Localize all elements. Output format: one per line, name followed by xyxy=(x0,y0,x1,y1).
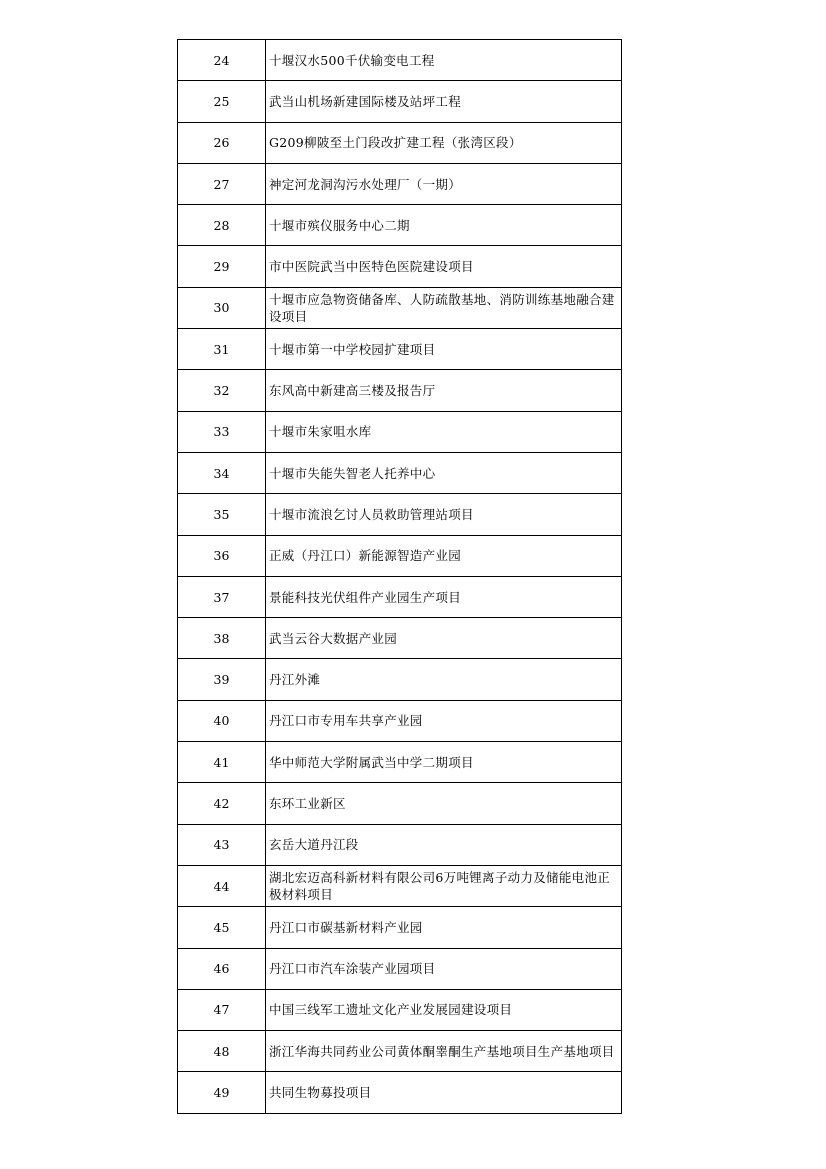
row-number-cell: 36 xyxy=(178,535,266,576)
row-number-cell: 42 xyxy=(178,783,266,824)
project-name-cell: 湖北宏迈高科新材料有限公司6万吨锂离子动力及储能电池正极材料项目 xyxy=(266,865,622,906)
project-name-cell: 神定河龙洞沟污水处理厂（一期） xyxy=(266,163,622,204)
table-row xyxy=(178,411,622,452)
project-name-cell: 十堰市失能失智老人托养中心 xyxy=(266,452,622,493)
project-name-cell: 正威（丹江口）新能源智造产业园 xyxy=(266,535,622,576)
table-row xyxy=(178,205,622,246)
table-row xyxy=(178,783,622,824)
row-number-cell: 43 xyxy=(178,824,266,865)
table-row xyxy=(178,287,622,328)
row-number-cell: 25 xyxy=(178,81,266,122)
row-number-cell: 29 xyxy=(178,246,266,287)
table-row xyxy=(178,1072,622,1113)
project-name-cell: 东环工业新区 xyxy=(266,783,622,824)
project-name-cell: 东风高中新建高三楼及报告厅 xyxy=(266,370,622,411)
project-name-cell: 十堰汉水500千伏输变电工程 xyxy=(266,40,622,81)
project-name-cell: G209柳陂至土门段改扩建工程（张湾区段） xyxy=(266,122,622,163)
table-row xyxy=(178,700,622,741)
table-row xyxy=(178,907,622,948)
table-row xyxy=(178,948,622,989)
project-table xyxy=(177,39,622,1114)
project-name-cell: 景能科技光伏组件产业园生产项目 xyxy=(266,576,622,617)
row-number-cell: 45 xyxy=(178,907,266,948)
row-number-cell: 37 xyxy=(178,576,266,617)
row-number-cell: 30 xyxy=(178,287,266,328)
table-row xyxy=(178,824,622,865)
project-name-cell: 丹江口市碳基新材料产业园 xyxy=(266,907,622,948)
table-row xyxy=(178,246,622,287)
row-number-cell: 32 xyxy=(178,370,266,411)
row-number-cell: 27 xyxy=(178,163,266,204)
table-row xyxy=(178,163,622,204)
table-row xyxy=(178,40,622,81)
table-row xyxy=(178,329,622,370)
project-name-cell: 中国三线军工遗址文化产业发展园建设项目 xyxy=(266,989,622,1030)
row-number-cell: 33 xyxy=(178,411,266,452)
row-number-cell: 28 xyxy=(178,205,266,246)
row-number-cell: 24 xyxy=(178,40,266,81)
project-name-cell: 十堰市第一中学校园扩建项目 xyxy=(266,329,622,370)
table-row xyxy=(178,370,622,411)
table-row xyxy=(178,535,622,576)
project-name-cell: 丹江外滩 xyxy=(266,659,622,700)
row-number-cell: 38 xyxy=(178,618,266,659)
row-number-cell: 35 xyxy=(178,494,266,535)
table-row xyxy=(178,122,622,163)
project-name-cell: 武当山机场新建国际楼及站坪工程 xyxy=(266,81,622,122)
project-name-cell: 浙江华海共同药业公司黄体酮睾酮生产基地项目生产基地项目 xyxy=(266,1031,622,1072)
table-row xyxy=(178,81,622,122)
row-number-cell: 34 xyxy=(178,452,266,493)
table-row xyxy=(178,618,622,659)
table-row xyxy=(178,659,622,700)
project-name-cell: 共同生物募投项目 xyxy=(266,1072,622,1113)
project-name-cell: 十堰市朱家咀水库 xyxy=(266,411,622,452)
table-row xyxy=(178,989,622,1030)
project-table-body xyxy=(178,40,622,1114)
row-number-cell: 46 xyxy=(178,948,266,989)
project-name-cell: 丹江口市专用车共享产业园 xyxy=(266,700,622,741)
row-number-cell: 39 xyxy=(178,659,266,700)
table-row xyxy=(178,494,622,535)
row-number-cell: 26 xyxy=(178,122,266,163)
row-number-cell: 44 xyxy=(178,865,266,906)
row-number-cell: 48 xyxy=(178,1031,266,1072)
table-row xyxy=(178,452,622,493)
row-number-cell: 31 xyxy=(178,329,266,370)
project-name-cell: 市中医院武当中医特色医院建设项目 xyxy=(266,246,622,287)
table-row xyxy=(178,576,622,617)
project-name-cell: 丹江口市汽车涂装产业园项目 xyxy=(266,948,622,989)
project-name-cell: 十堰市流浪乞讨人员救助管理站项目 xyxy=(266,494,622,535)
row-number-cell: 49 xyxy=(178,1072,266,1113)
table-row xyxy=(178,865,622,906)
table-row xyxy=(178,1031,622,1072)
project-name-cell: 华中师范大学附属武当中学二期项目 xyxy=(266,742,622,783)
table-row xyxy=(178,742,622,783)
project-name-cell: 武当云谷大数据产业园 xyxy=(266,618,622,659)
row-number-cell: 41 xyxy=(178,742,266,783)
row-number-cell: 47 xyxy=(178,989,266,1030)
project-name-cell: 十堰市应急物资储备库、人防疏散基地、消防训练基地融合建设项目 xyxy=(266,287,622,328)
project-name-cell: 十堰市殡仪服务中心二期 xyxy=(266,205,622,246)
row-number-cell: 40 xyxy=(178,700,266,741)
project-name-cell: 玄岳大道丹江段 xyxy=(266,824,622,865)
